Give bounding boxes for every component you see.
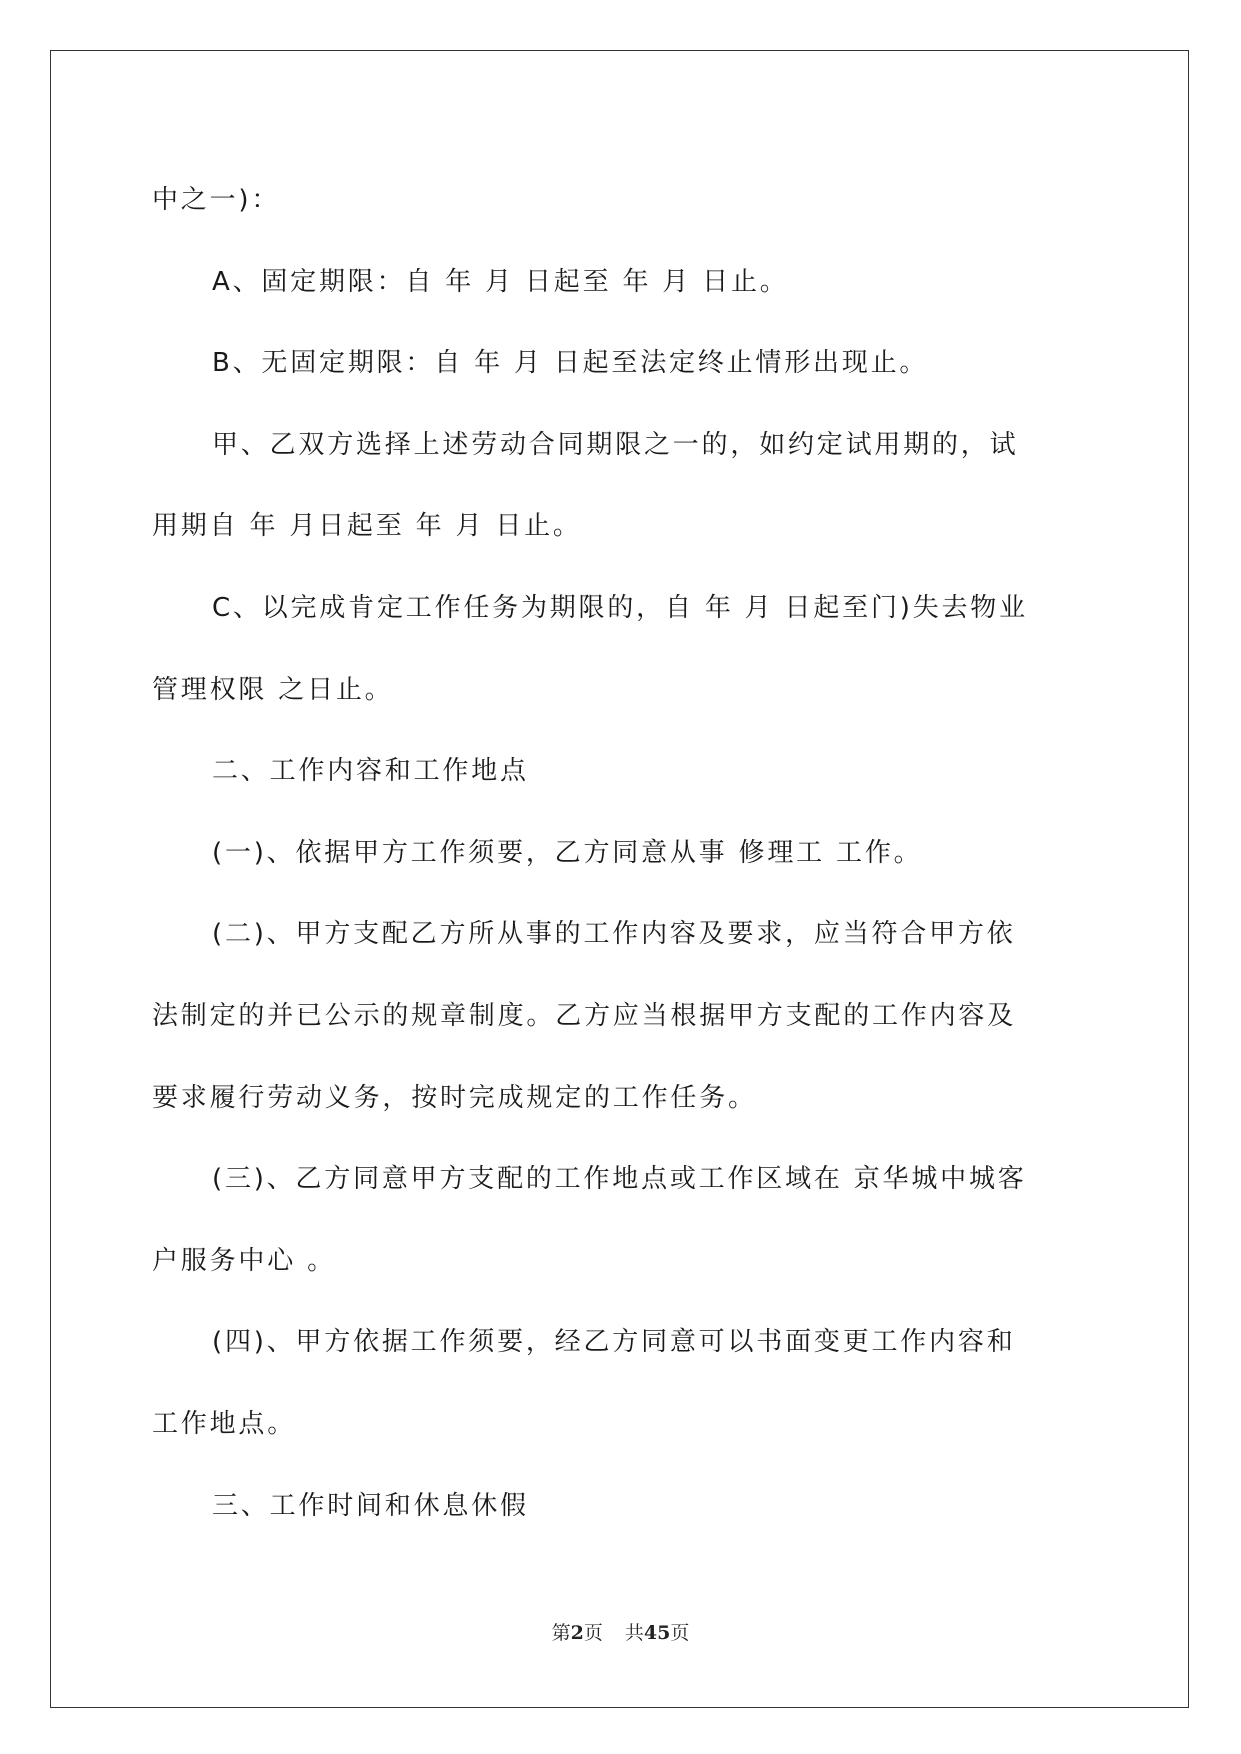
text-line-14: 户服务中心 。 [152, 1245, 336, 1276]
text-line-1: 中之一)： [152, 185, 281, 215]
section-heading-2: 二、工作内容和工作地点 [212, 756, 529, 787]
page-number: 2 [570, 1622, 584, 1644]
text-line-6: C、以完成肯定工作任务为期限的，自 年 月 日起至门)失去物业 [212, 592, 1028, 623]
text-line-10: (二)、甲方支配乙方所从事的工作内容及要求，应当符合甲方依 [212, 919, 1016, 950]
text-line-11: 法制定的并已公示的规章制度。乙方应当根据甲方支配的工作内容及 [152, 1000, 1017, 1031]
total-prefix: 共 [624, 1622, 644, 1644]
document-body [152, 160, 1087, 1547]
text-line-4: 甲、乙双方选择上述劳动合同期限之一的，如约定试用期的，试 [212, 429, 1019, 460]
section-heading-3: 三、工作时间和休息休假 [212, 1490, 529, 1521]
text-line-3: B、无固定期限：自 年 月 日起至法定终止情形出现止。 [212, 348, 929, 379]
page-prefix: 第 [551, 1622, 571, 1644]
text-line-15: (四)、甲方依据工作须要，经乙方同意可以书面变更工作内容和 [212, 1327, 1016, 1358]
text-line-2: A、固定期限：自 年 月 日起至 年 月 日止。 [212, 266, 789, 297]
total-pages: 45 [643, 1622, 671, 1644]
text-line-9: (一)、依据甲方工作须要，乙方同意从事 修理工 工作。 [212, 837, 923, 868]
page-suffix: 页 [583, 1622, 603, 1644]
text-line-7: 管理权限 之日止。 [152, 674, 394, 705]
text-line-13: (三)、乙方同意甲方支配的工作地点或工作区域在 京华城中城客 [212, 1164, 1027, 1195]
text-line-5: 用期自 年 月日起至 年 月 日止。 [152, 511, 582, 542]
total-suffix: 页 [670, 1622, 690, 1644]
page-footer [0, 1618, 1241, 1645]
text-line-12: 要求履行劳动义务，按时完成规定的工作任务。 [152, 1082, 757, 1113]
text-line-16: 工作地点。 [152, 1408, 297, 1439]
